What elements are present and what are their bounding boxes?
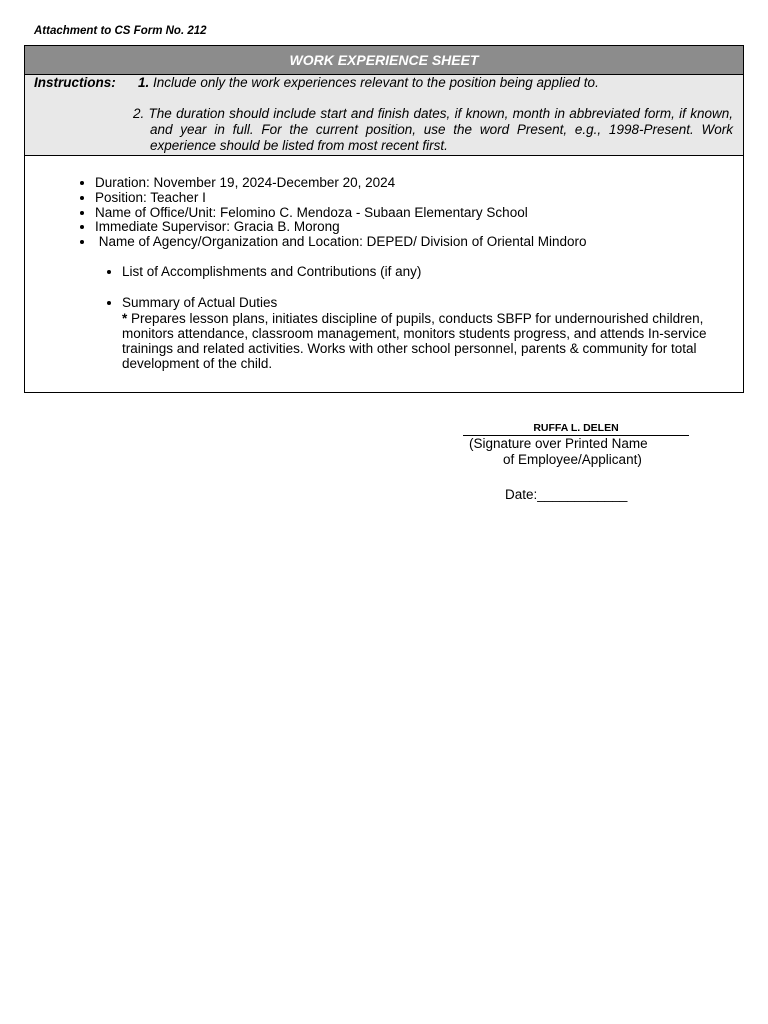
accomplishments-label: • List of Accomplishments and Contributions (if any)	[122, 265, 421, 280]
duties-text: Prepares lesson plans, initiates discipline of pupils, conducts SBFP for undernourished children, monitors attendance, classroom management, monitors students progress, and attends In-service trainings and related activities. Works with other school personnel, parents & community for total development of the child.	[122, 310, 707, 371]
accomplishments-list	[102, 265, 421, 280]
instruction-1	[138, 75, 599, 90]
instruction-2	[133, 106, 733, 154]
instruction-1-number: 1.	[138, 75, 150, 90]
detail-duration: • Duration: November 19, 2024-December 20, 2024	[95, 176, 587, 191]
signature-caption-line2: of Employee/Applicant)	[503, 452, 642, 467]
detail-agency: • Name of Agency/Organization and Location: DEPED/ Division of Oriental Mindoro	[95, 235, 587, 250]
instruction-2-text: 2. The duration should include start and finish dates, if known, month in abbreviated form, if known, and year in full. For the current position, use the word Present, e.g., 1998-Present. Work experience should be listed from most recent first.	[133, 106, 733, 153]
instructions-label: Instructions:	[34, 75, 116, 90]
duties-description	[122, 311, 722, 371]
detail-supervisor: • Immediate Supervisor: Gracia B. Morong	[95, 220, 587, 235]
duties-list	[102, 296, 722, 371]
detail-office: • Name of Office/Unit: Felomino C. Mendoza - Subaan Elementary School	[95, 206, 587, 221]
signature-caption	[469, 436, 648, 468]
signature-name: RUFFA L. DELEN	[463, 421, 689, 436]
duties-star: *	[122, 310, 128, 326]
sheet-title: WORK EXPERIENCE SHEET	[25, 46, 743, 75]
signature-caption-line1: (Signature over Printed Name	[469, 436, 648, 451]
duties-item	[122, 296, 722, 371]
instruction-1-text: Include only the work experiences relevant to the position being applied to.	[153, 75, 599, 90]
attachment-label: Attachment to CS Form No. 212	[34, 25, 207, 37]
experience-details-list	[75, 176, 587, 250]
duties-label: Summary of Actual Duties	[122, 295, 278, 310]
date-field: Date:____________	[505, 487, 628, 502]
instructions-section	[25, 75, 743, 156]
detail-position: • Position: Teacher I	[95, 191, 587, 206]
work-experience-sheet	[24, 45, 744, 393]
